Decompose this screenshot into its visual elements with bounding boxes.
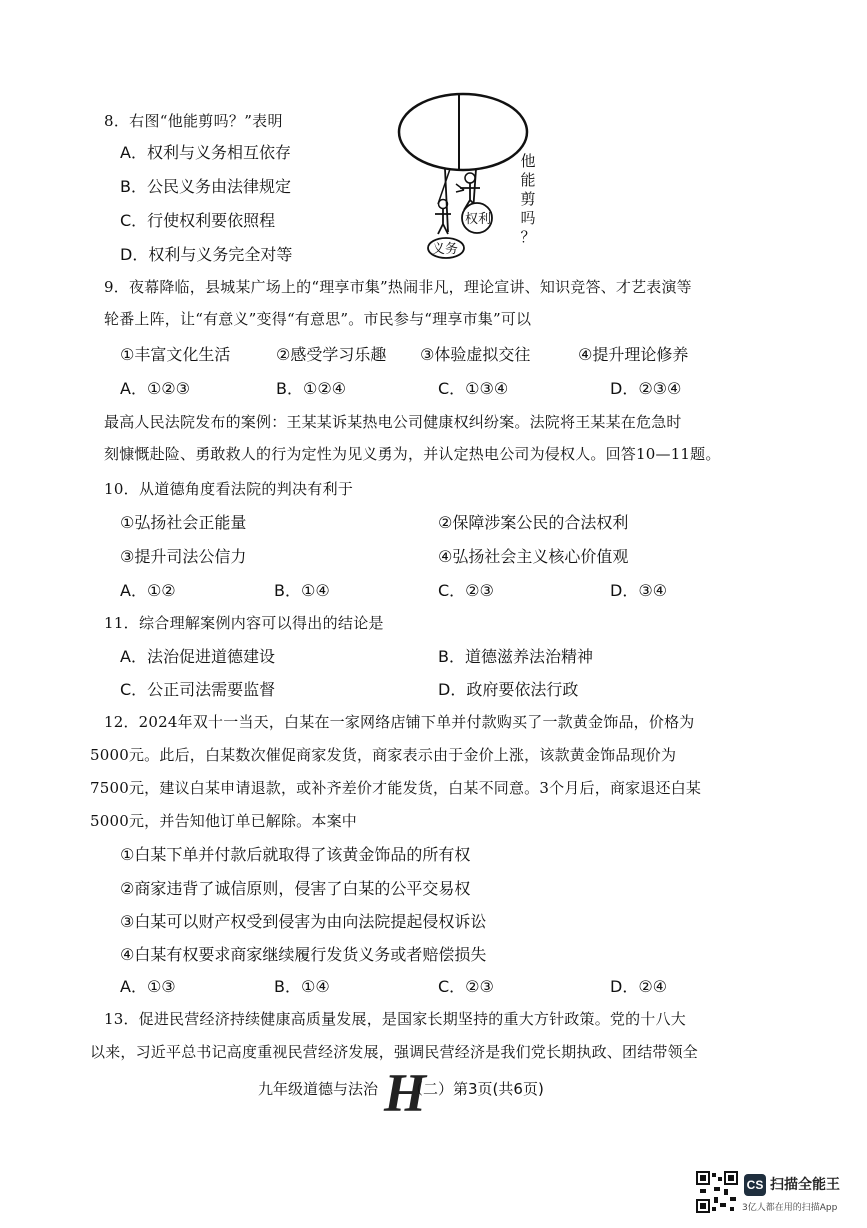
q8-option-c: C．行使权利要依照程	[120, 211, 276, 230]
q10-option-a: A．①②	[120, 581, 176, 600]
q9-option-b: B．①②④	[276, 379, 347, 398]
q10-item-1: ①弘扬社会正能量	[120, 513, 247, 532]
q12-stem-line3: 7500元，建议白某申请退款，或补齐差价才能发货，白某不同意。3个月后，商家退还白某	[90, 779, 702, 797]
q9-item-2: ②感受学习乐趣	[276, 345, 387, 364]
q9-option-d: D．②③④	[610, 379, 682, 398]
caption-char: 他	[520, 152, 536, 170]
q10-option-b: B．①④	[274, 581, 330, 600]
q11-option-b: B．道德滋养法治精神	[438, 647, 593, 666]
caption-char: 吗	[520, 209, 536, 227]
q11-option-c: C．公正司法需要监督	[120, 680, 276, 699]
q12-item-2: ②商家违背了诚信原则，侵害了白某的公平交易权	[120, 879, 471, 898]
q12-item-4: ④白某有权要求商家继续履行发货义务或者赔偿损失	[120, 945, 487, 964]
caption-char: ？	[520, 228, 536, 246]
camscanner-logo-icon: CS	[744, 1174, 766, 1196]
q8-option-a: A．权利与义务相互依存	[120, 143, 291, 162]
q10-item-4: ④弘扬社会主义核心价值观	[438, 547, 629, 566]
q12-option-d: D．②④	[610, 977, 668, 996]
scanner-app-name: 扫描全能王	[770, 1177, 840, 1193]
footer-subject: 九年级道德与法治	[258, 1080, 379, 1098]
caption-char: 能	[520, 171, 536, 189]
q8-option-b: B．公民义务由法律规定	[120, 177, 291, 196]
q10-item-2: ②保障涉案公民的合法权利	[438, 513, 629, 532]
q10-stem: 10．从道德角度看法院的判决有利于	[104, 480, 354, 498]
q12-option-b: B．①④	[274, 977, 330, 996]
q12-stem-line4: 5000元，并告知他订单已解除。本案中	[90, 812, 357, 830]
footer-page-number: （二）第3页(共6页)	[408, 1080, 544, 1098]
q9-item-1: ①丰富文化生活	[120, 345, 231, 364]
q9-stem-line2: 轮番上阵，让“有意义”变得“有意思”。市民参与“理享市集”可以	[104, 310, 532, 328]
q12-item-1: ①白某下单并付款后就取得了该黄金饰品的所有权	[120, 845, 471, 864]
q12-option-c: C．②③	[438, 977, 494, 996]
cartoon-label-rights: 权利	[465, 212, 492, 227]
q9-item-4: ④提升理论修养	[578, 345, 689, 364]
q12-option-a: A．①③	[120, 977, 176, 996]
school-logo-letter: H	[384, 1063, 427, 1123]
qr-code-icon	[696, 1171, 738, 1213]
q8-option-d: D．权利与义务完全对等	[120, 245, 293, 264]
q11-option-a: A．法治促进道德建设	[120, 647, 275, 666]
q10-option-d: D．③④	[610, 581, 668, 600]
q9-option-c: C．①③④	[438, 379, 509, 398]
cartoon-caption	[518, 152, 538, 247]
scanner-tagline: 3亿人都在用的扫描App	[742, 1203, 838, 1213]
q13-stem-line1: 13．促进民营经济持续健康高质量发展，是国家长期坚持的重大方针政策。党的十八大	[104, 1010, 686, 1028]
q12-stem-line2: 5000元。此后，白某数次催促商家发货，商家表示由于金价上涨，该款黄金饰品现价为	[90, 746, 677, 764]
q10-item-3: ③提升司法公信力	[120, 547, 247, 566]
case-intro-line2: 刻慷慨赴险、勇敢救人的行为定性为见义勇为，并认定热电公司为侵权人。回答10—11题。	[104, 445, 721, 463]
cartoon-label-duty: 义务	[432, 242, 459, 257]
case-intro-line1: 最高人民法院发布的案例：王某某诉某热电公司健康权纠纷案。法院将王某某在危急时	[104, 413, 682, 431]
q12-stem-line1: 12．2024年双十一当天，白某在一家网络店铺下单并付款购买了一款黄金饰品，价格为	[104, 713, 695, 731]
q12-item-3: ③白某可以财产权受到侵害为由向法院提起侵权诉讼	[120, 912, 487, 931]
q10-option-c: C．②③	[438, 581, 494, 600]
q11-stem: 11．综合理解案例内容可以得出的结论是	[104, 614, 384, 632]
q9-item-3: ③体验虚拟交往	[420, 345, 531, 364]
q11-option-d: D．政府要依法行政	[438, 680, 579, 699]
caption-char: 剪	[520, 190, 536, 208]
q9-option-a: A．①②③	[120, 379, 190, 398]
q9-stem-line1: 9．夜幕降临，县城某广场上的“理享市集”热闹非凡，理论宣讲、知识竞答、才艺表演等	[104, 278, 692, 296]
q8-stem: 8．右图“他能剪吗？”表明	[104, 112, 283, 130]
q13-stem-line2: 以来，习近平总书记高度重视民营经济发展，强调民营经济是我们党长期执政、团结带领全	[90, 1043, 699, 1061]
